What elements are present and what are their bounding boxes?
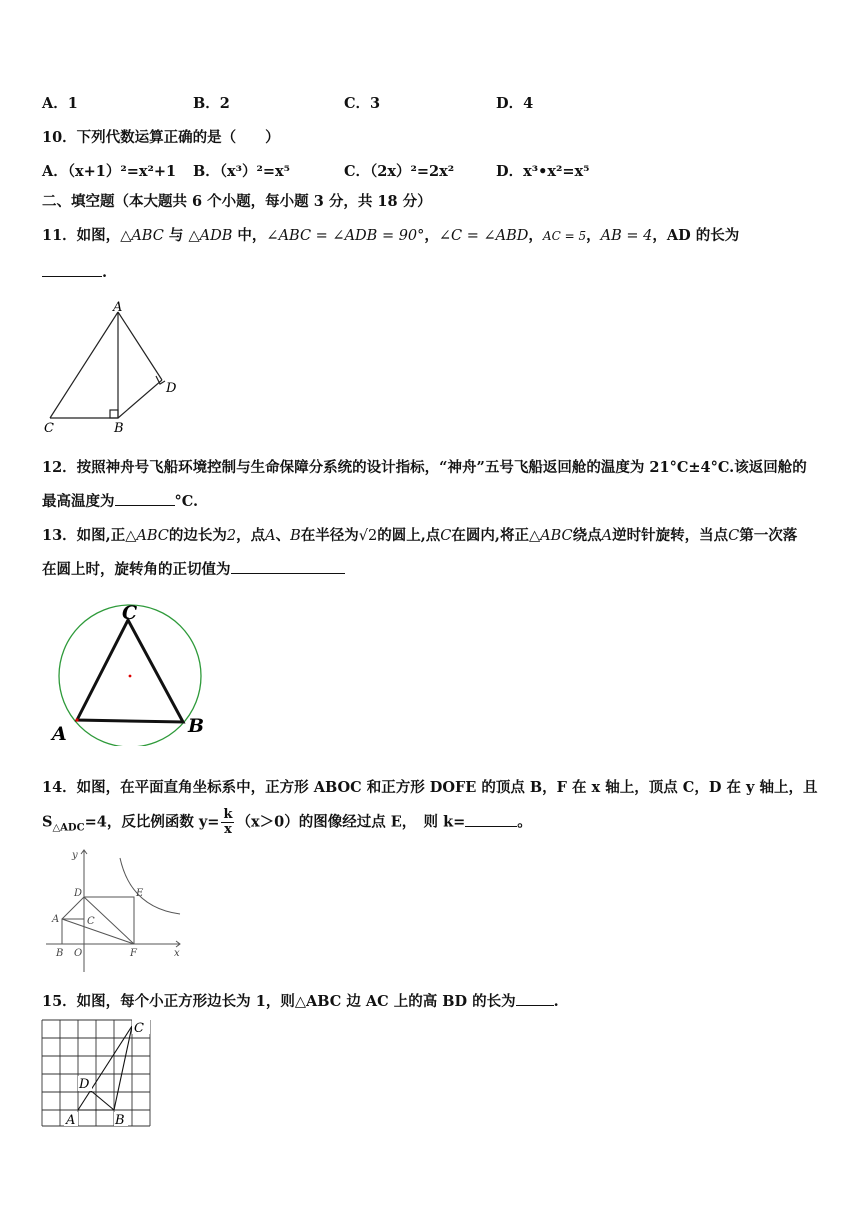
q14-s: S (42, 813, 53, 831)
q14-s-end: 。 (517, 813, 532, 831)
q13-sqrt: √2 (358, 528, 378, 544)
q15-label-c: C (134, 1021, 144, 1036)
q13-point-c2: C (728, 528, 740, 544)
q11-tri2: △ADB (188, 228, 233, 244)
q13-text-d: 在半径为 (300, 527, 359, 544)
q10-option-b: B．（x³）²=x⁵ (193, 163, 290, 180)
q10-stem: 10．下列代数运算正确的是（ ） (42, 129, 280, 146)
q15-segment-bc (114, 1026, 132, 1110)
q15-label-b: B (115, 1113, 125, 1128)
q11-mid: 中， (232, 227, 267, 244)
q11-tail: ，AD 的长为 (652, 227, 740, 244)
q9-option-a: A．1 (42, 95, 78, 112)
q11-end: . (102, 264, 108, 281)
q12-line2-post: °C. (174, 493, 199, 510)
q14-frac-num: k (223, 807, 233, 822)
q14-s-sub: △ADC (52, 822, 85, 834)
q14-segment-ad (62, 897, 84, 919)
q13-text-e: 的圆上,点 (377, 527, 441, 544)
q14-figure (40, 844, 190, 974)
q12-line2 (42, 490, 198, 511)
q15-label-a: A (66, 1113, 76, 1128)
q9-option-c: C．3 (344, 95, 381, 112)
q11-sep3: ， (586, 227, 601, 244)
q11-cond2: ∠C = ∠ABD (438, 228, 529, 244)
q11-cond4: AB = 4 (600, 228, 653, 244)
q14-segment-af (62, 919, 134, 944)
q13-tri: △ABC (528, 528, 573, 544)
q13-answer-blank (231, 559, 345, 574)
q11-cond3: AC = 5 (542, 229, 587, 243)
q13-triangle (77, 620, 183, 722)
q15-label-d: D (79, 1077, 90, 1092)
q15-segment-ac (78, 1026, 132, 1110)
q10-option-c: C．（2x）²=2x² (344, 163, 455, 180)
q13-label-a: A (52, 723, 67, 745)
q13-point-a-dot (75, 718, 78, 721)
q13-label-b: B (188, 715, 205, 737)
q14-line1: 14．如图，在平面直角坐标系中，正方形 ABOC 和正方形 DOFE 的顶点 B，F 在 x 轴上，顶点 C，D 在 y 轴上，且 (42, 779, 818, 796)
q11-sep1: ， (424, 227, 439, 244)
q11-label-d: D (166, 381, 177, 396)
q13-text-b: 的边长为 (168, 527, 227, 544)
q13-point-a: A (265, 528, 276, 544)
q12-line1: 12．按照神舟号飞船环境控制与生命保障分系统的设计指标，“神舟”五号飞船返回舱的温度为 21°C±4°C.该返回舱的 (42, 459, 807, 476)
q14-frac-den: x (224, 822, 232, 837)
q11-stem (42, 224, 739, 245)
q14-label-e: E (136, 888, 144, 899)
q14-fraction (221, 808, 234, 837)
q10-option-a: A．（x+1）²=x²+1 (42, 163, 177, 180)
q14-s-post: （x＞0）的图像经过点 E， 则 k= (236, 813, 466, 831)
q14-label-a: A (52, 914, 60, 925)
q15-answer-blank (516, 991, 554, 1006)
q13-abc: ABC (136, 528, 169, 544)
q11-segment-bd (118, 380, 162, 418)
q13-line2-text: 在圆上时，旋转角的正切值为 (42, 561, 231, 578)
q13-point-a2: A (601, 528, 613, 544)
q14-label-y: y (72, 850, 78, 861)
q13-point-b: B (290, 528, 301, 544)
q11-tri1: △ABC (120, 228, 164, 244)
q11-label-c: C (44, 421, 54, 436)
q11-right-angle-b (110, 410, 118, 418)
q13-point-c: C (440, 528, 452, 544)
q13-text-h: 逆时针旋转，当点 (612, 527, 729, 544)
q15-stem (42, 990, 559, 1011)
q11-figure (42, 298, 192, 438)
q11-cond1: ∠ABC = ∠ADB = 90° (266, 228, 425, 244)
q9-option-b: B．2 (193, 95, 230, 112)
q13-line2 (42, 558, 345, 579)
q11-and: 与 (163, 227, 189, 244)
q15-stem-end: . (553, 993, 559, 1010)
q12-answer-blank (115, 491, 175, 506)
q13-text-f: 在圆内,将正 (451, 527, 529, 544)
q13-comma: 、 (275, 527, 291, 544)
q14-label-d: D (74, 888, 83, 899)
q13-two: 2 (226, 528, 237, 544)
q13-text-g: 绕点 (572, 527, 602, 544)
q14-label-o: O (74, 948, 83, 959)
q14-label-c: C (87, 916, 95, 927)
q11-segment-ad (118, 312, 162, 380)
q13-center-dot (129, 675, 132, 678)
q11-label-a: A (113, 300, 123, 315)
q12-line2-pre: 最高温度为 (42, 493, 115, 510)
q14-answer-blank (465, 812, 517, 827)
q11-sep2: ， (528, 227, 543, 244)
q14-label-b: B (56, 948, 64, 959)
q13-line1 (42, 524, 797, 545)
q15-segment-bd (90, 1090, 114, 1110)
q15-stem-text: 15．如图，每个小正方形边长为 1，则△ABC 边 AC 上的高 BD 的长为 (42, 993, 516, 1010)
q14-s-val: =4，反比例函数 y= (84, 813, 220, 831)
q10-option-d: D．x³•x²=x⁵ (496, 163, 590, 180)
q14-label-f: F (130, 948, 137, 959)
q13-text-i: 第一次落 (739, 527, 798, 544)
q13-text-c: ，点 (236, 527, 266, 544)
section-title: 二、填空题（本大题共 6 个小题，每小题 3 分，共 18 分） (42, 193, 432, 210)
q13-figure (42, 596, 222, 746)
q11-label-b: B (114, 421, 124, 436)
q14-label-x: x (174, 948, 180, 959)
q9-option-d: D．4 (496, 95, 534, 112)
q13-label-c: C (122, 602, 138, 624)
q14-line2 (42, 808, 532, 837)
q14-hyperbola (120, 858, 180, 914)
q11-answer-blank (42, 262, 102, 277)
q13-text-a: 13．如图,正△ (42, 527, 137, 544)
q11-num: 11．如图， (42, 227, 121, 244)
q15-figure (40, 1018, 152, 1128)
q11-answer-line (42, 262, 107, 281)
q11-segment-ac (50, 312, 118, 418)
